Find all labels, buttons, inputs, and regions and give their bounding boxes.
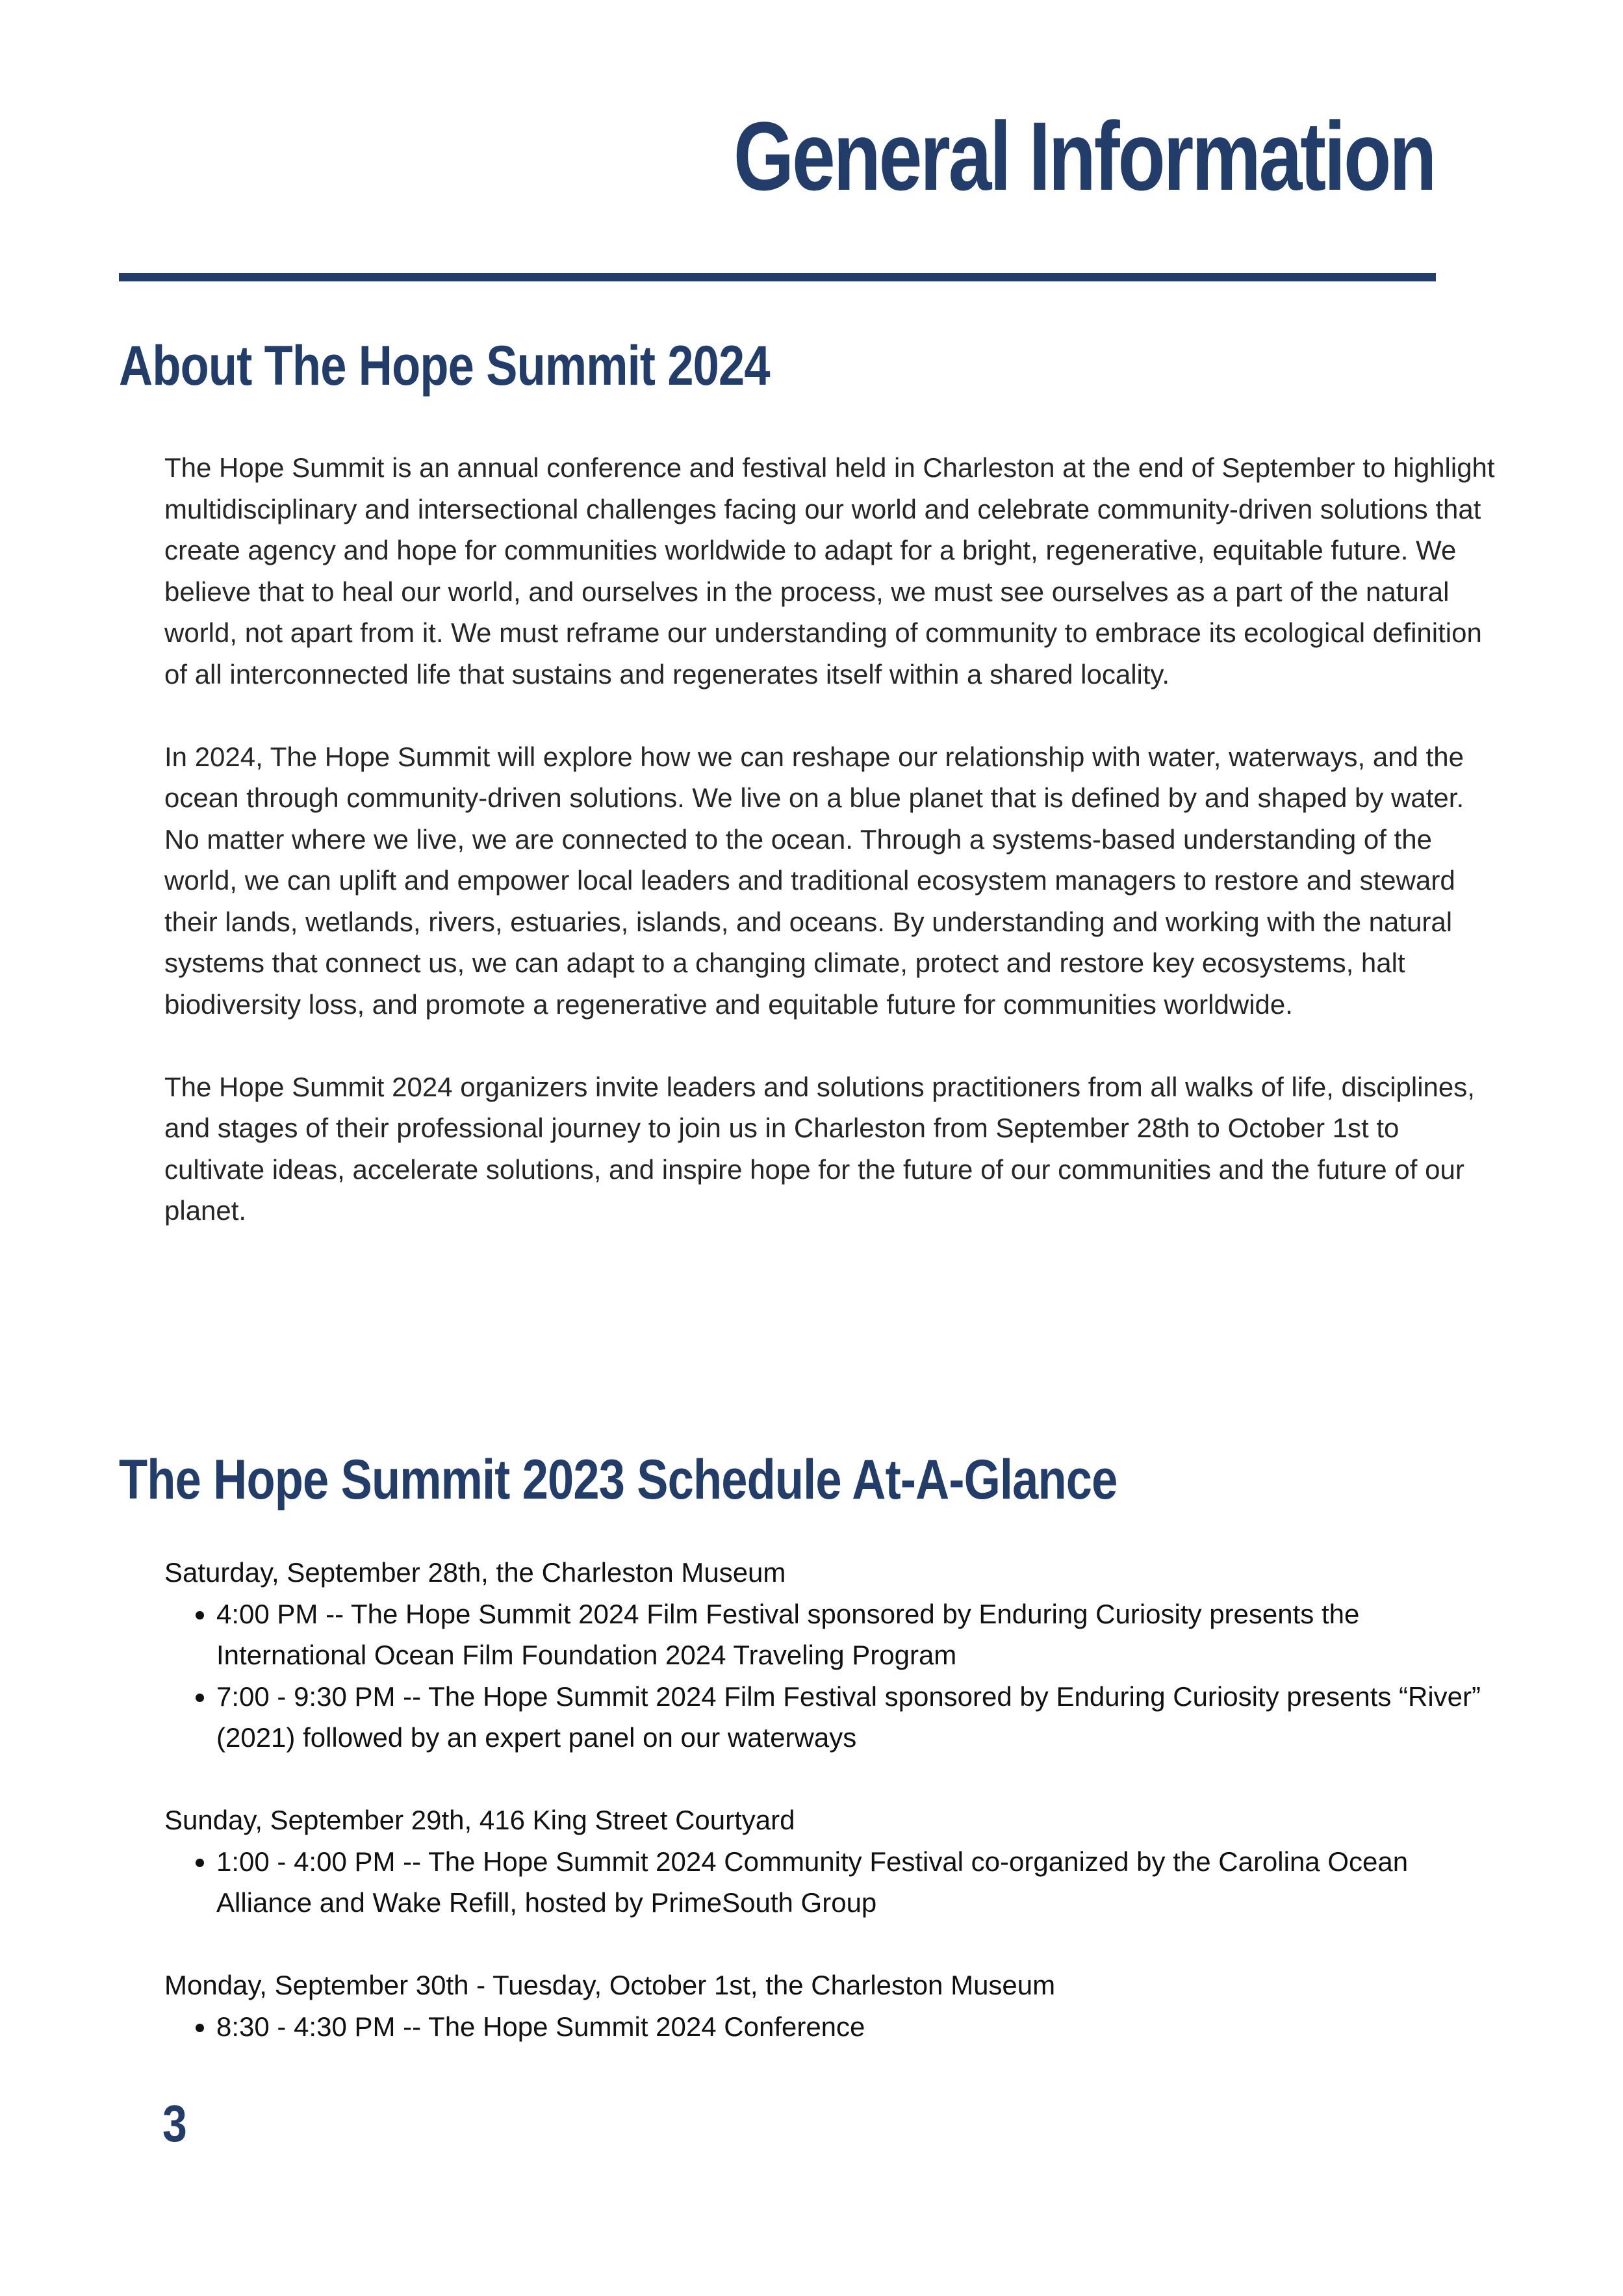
day-title: Sunday, September 29th, 416 King Street Courtyard: [164, 1805, 795, 1835]
schedule-day: [164, 1552, 1496, 1759]
schedule-day: [164, 1965, 1496, 2047]
event-item: • 4:00 PM -- The Hope Summit 2024 Film Festival sponsored by Enduring Curiosity presents the International Ocean Film Foundation 2024 Traveling Program: [216, 1593, 1496, 1676]
event-list: [164, 2006, 1496, 2048]
page-number: 3: [162, 2095, 187, 2152]
about-section: [164, 447, 1496, 1272]
event-list: [164, 1841, 1496, 1924]
about-paragraph: In 2024, The Hope Summit will explore how we can reshape our relationship with water, waterways, and the ocean through community-driven solutions. We live on a blue planet that is defined by and shaped by water. No matter where we live, we are connected to the ocean. Through a systems-based understanding of the world, we can uplift and empower local leaders and traditional ecosystem managers to restore and steward their lands, wetlands, rivers, estuaries, islands, and oceans. By understanding and working with the natural systems that connect us, we can adapt to a changing climate, protect and restore key ecosystems, halt biodiversity loss, and promote a regenerative and equitable future for communities worldwide.: [164, 741, 1464, 1020]
schedule-list: [164, 1552, 1496, 2089]
about-heading: About The Hope Summit 2024: [119, 335, 770, 397]
schedule-day: [164, 1799, 1496, 1924]
about-paragraph: The Hope Summit 2024 organizers invite leaders and solutions practitioners from all walks of life, disciplines, and stages of their professional journey to join us in Charleston from September 28th to October 1st to cultivate ideas, accelerate solutions, and inspire hope for the future of our communities and the future of our planet.: [164, 1071, 1475, 1226]
event-item: • 7:00 - 9:30 PM -- The Hope Summit 2024 Film Festival sponsored by Enduring Curiosity presents “River” (2021) followed by an expert panel on our waterways: [216, 1676, 1496, 1759]
day-title: Monday, September 30th - Tuesday, October 1st, the Charleston Museum: [164, 1970, 1056, 2000]
day-title: Saturday, September 28th, the Charleston Museum: [164, 1557, 786, 1588]
title-divider: [119, 273, 1436, 281]
about-paragraph: The Hope Summit is an annual conference and festival held in Charleston at the end of September to highlight multidisciplinary and intersectional challenges facing our world and celebrate community-driven solutions that create agency and hope for communities worldwide to adapt for a bright, regenerative, equitable future. We believe that to heal our world, and ourselves in the process, we must see ourselves as a part of the natural world, not apart from it. We must reframe our understanding of community to embrace its ecological definition of all interconnected life that sustains and regenerates itself within a shared locality.: [164, 452, 1495, 690]
page-title: General Information: [733, 101, 1435, 211]
event-item: • 1:00 - 4:00 PM -- The Hope Summit 2024 Community Festival co-organized by the Carolina Ocean Alliance and Wake Refill, hosted by PrimeSouth Group: [216, 1841, 1496, 1924]
event-list: [164, 1593, 1496, 1759]
schedule-heading: The Hope Summit 2023 Schedule At-A-Glance: [119, 1449, 1118, 1511]
event-item: • 8:30 - 4:30 PM -- The Hope Summit 2024 Conference: [216, 2006, 1496, 2048]
